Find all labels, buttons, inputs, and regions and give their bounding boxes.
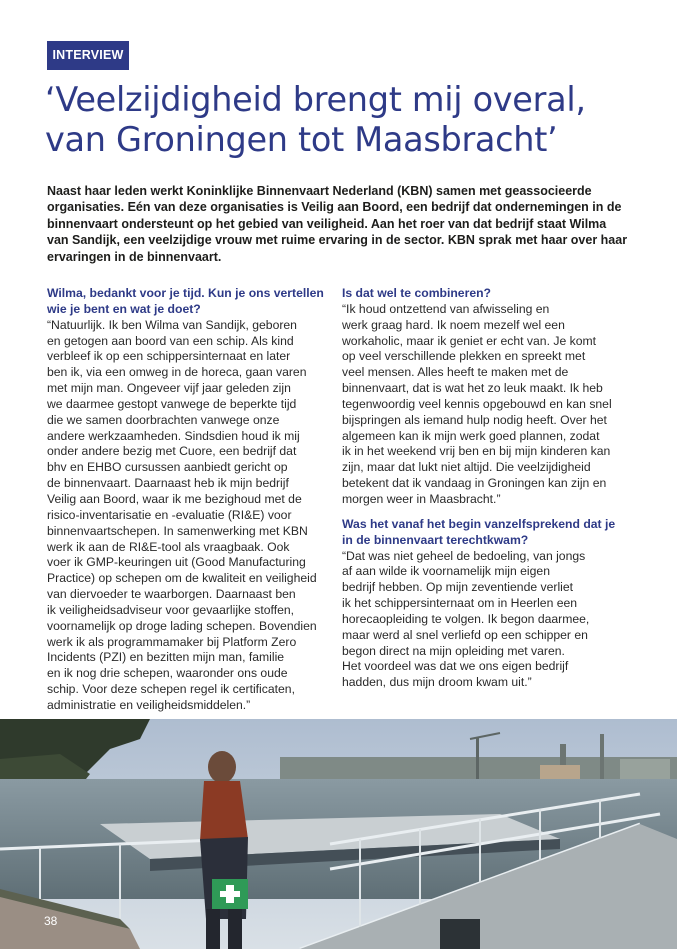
answer-line: werk ik aan de RI&E-tool als vraagbaak. Ook bbox=[47, 539, 290, 554]
answer-line: ik veiligheidsadviseur voor gevaarlijke stoffen, bbox=[47, 602, 295, 617]
answer-line: “Dat was niet geheel de bedoeling, van jongs bbox=[342, 548, 586, 563]
answer-line: administratie en veiligheidsmiddelen.” bbox=[47, 697, 251, 712]
answer-line: schip. Voor deze schepen regel ik certificaten, bbox=[47, 682, 295, 697]
question-1 bbox=[47, 286, 327, 318]
article-title bbox=[45, 80, 665, 160]
question-line: Was het vanaf het begin vanzelfsprekend dat je bbox=[342, 516, 616, 531]
answer-line: bedrijf hebben. Op mijn zeventiende verliet bbox=[342, 580, 574, 595]
harbour-photo bbox=[0, 719, 677, 949]
answer-line: ben ik, via een omweg in de horeca, gaan varen bbox=[47, 365, 307, 380]
answer-line: hadden, dus mijn droom kwam uit.” bbox=[342, 675, 532, 690]
answer-line: horecaopleiding te volgen. Ik begon daarmee, bbox=[342, 611, 590, 626]
answer-line: risico-inventarisatie en -evaluatie (RI&E) voor bbox=[47, 507, 292, 522]
answer-line: ik in het weekend vrij ben en bij mijn kinderen kan bbox=[342, 444, 611, 459]
section-tag: INTERVIEW bbox=[47, 41, 129, 70]
harbour-scene bbox=[0, 719, 677, 949]
answer-line: voornamelijk op droge lading schepen. Bovendien bbox=[47, 618, 317, 633]
answer-line: met mijn man. Ongeveer vijf jaar geleden zijn bbox=[47, 381, 291, 396]
answer-line: we daarmee gestopt vanwege de beperkte tijd bbox=[47, 396, 297, 411]
intro-line: van Sandijk, een veelzijdige vrouw met ruime ervaring in de sector. KBN sprak met haar over haar bbox=[47, 233, 628, 248]
answer-line: “Natuurlijk. Ik ben Wilma van Sandijk, geboren bbox=[47, 317, 297, 332]
answer-line: Practice) op schepen om de kwaliteit en veiligheid bbox=[47, 571, 317, 586]
answer-line: Veilig aan Boord, waar ik me bezighoud met de bbox=[47, 491, 302, 506]
answer-line: en getogen aan boord van een schip. Als kind bbox=[47, 333, 294, 348]
answer-1 bbox=[47, 318, 327, 714]
answer-line: algemeen kan ik mijn werk goed plannen, zodat bbox=[342, 428, 600, 443]
answer-line: ik het schippersinternaat om in Heerlen een bbox=[342, 596, 578, 611]
answer-line: binnenvaart, dat is wat het zo leuk maakt. Ik heb bbox=[342, 381, 603, 396]
answer-line: van diervoeder te waarborgen. Daarnaast ben bbox=[47, 587, 296, 602]
answer-line: begon direct na mijn opleiding met varen. bbox=[342, 643, 565, 658]
left-column bbox=[47, 286, 327, 714]
answer-3 bbox=[342, 549, 642, 692]
answer-line: Het voordeel was dat we ons eigen bedrijf bbox=[342, 659, 569, 674]
answer-line: af aan wilde ik voornamelijk mijn eigen bbox=[342, 564, 550, 579]
answer-line: bijspringen als iemand hulp nodig heeft. Over het bbox=[342, 412, 607, 427]
answer-line: werk ik als programmamaker bij Platform Zero bbox=[47, 634, 297, 649]
title-line: ‘Veelzijdigheid brengt mij overal, bbox=[45, 80, 586, 119]
page-number: 38 bbox=[44, 914, 58, 928]
right-column bbox=[342, 286, 642, 691]
question-line: wie je bent en wat je doet? bbox=[47, 301, 201, 316]
intro-line: organisaties. Eén van deze organisaties is Veilig aan Boord, een bedrijf dat ondernemingen in de bbox=[47, 200, 622, 215]
title-line: van Groningen tot Maasbracht’ bbox=[45, 120, 558, 159]
answer-line: verbleef ik op een schippersinternaat en later bbox=[47, 349, 291, 364]
answer-line: zijn, maar dat lukt niet altijd. Die veelzijdigheid bbox=[342, 460, 591, 475]
answer-line: betekent dat ik vandaag in Groningen kan zijn en bbox=[342, 476, 607, 491]
answer-line: werk graag hard. Ik noem mezelf wel een bbox=[342, 317, 565, 332]
question-3 bbox=[342, 517, 642, 549]
answer-line: voer ik GMP-keuringen uit (Good Manufacturing bbox=[47, 555, 306, 570]
answer-line: maar werd al snel verliefd op een schipper en bbox=[342, 627, 588, 642]
answer-line: morgen weer in Maasbracht.” bbox=[342, 491, 501, 506]
question-line: in de binnenvaart terechtkwam? bbox=[342, 532, 529, 547]
answer-line: en ik nog drie schepen, waaronder ons oude bbox=[47, 666, 288, 681]
question-2 bbox=[342, 286, 642, 302]
question-line: Wilma, bedankt voor je tijd. Kun je ons vertellen bbox=[47, 286, 324, 300]
intro-paragraph bbox=[47, 183, 628, 265]
answer-line: andere werkzaamheden. Sindsdien houd ik mij bbox=[47, 428, 300, 443]
answer-line: “Ik houd ontzettend van afwisseling en bbox=[342, 301, 550, 316]
answer-line: bhv en EHBO cursussen aanbiedt gericht op bbox=[47, 460, 288, 475]
answer-2 bbox=[342, 302, 642, 508]
question-line: Is dat wel te combineren? bbox=[342, 286, 491, 300]
answer-line: binnenvaartschepen. In samenwerking met KBN bbox=[47, 523, 308, 538]
answer-line: workaholic, maar ik geniet er echt van. Je komt bbox=[342, 333, 597, 348]
answer-line: veel mensen. Alles heeft te maken met de bbox=[342, 365, 569, 380]
answer-line: Incidents (PZI) en bezitten mijn man, familie bbox=[47, 650, 285, 665]
answer-line: die we samen doorbrachten vanwege onze bbox=[47, 412, 280, 427]
intro-line: ervaringen in de binnenvaart. bbox=[47, 249, 222, 264]
answer-line: onder andere bezig met Cuore, een bedrijf dat bbox=[47, 444, 297, 459]
answer-line: tegenwoordig veel kennis opgebouwd en kan snel bbox=[342, 396, 612, 411]
answer-line: de binnenvaart. Daarnaast heb ik mijn bedrijf bbox=[47, 476, 289, 491]
intro-line: Naast haar leden werkt Koninklijke Binnenvaart Nederland (KBN) samen met geassocieerde bbox=[47, 184, 592, 198]
intro-line: binnenvaart ondersteunt op het gebied van veiligheid. Aan het roer van dat bedrijf staat Wilma bbox=[47, 216, 607, 231]
answer-line: op veel verschillende plekken en spreekt met bbox=[342, 349, 586, 364]
